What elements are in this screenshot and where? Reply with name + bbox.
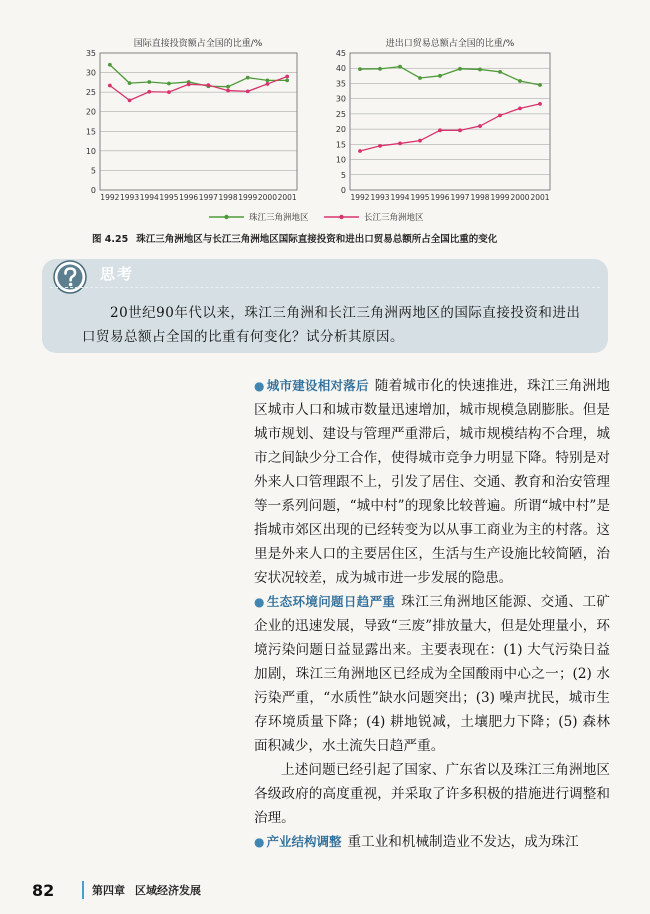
- data-point: [187, 82, 191, 86]
- data-point: [285, 79, 289, 83]
- think-question: [82, 301, 592, 349]
- data-point: [108, 84, 112, 88]
- data-point: [518, 107, 522, 111]
- main-text: [254, 374, 610, 854]
- data-point: [358, 67, 362, 71]
- data-point: [458, 67, 462, 71]
- chart-right-title: 进出口贸易总额占全国的比重/%: [385, 39, 515, 49]
- figure-charts: [0, 0, 650, 230]
- y-tick-label: 10: [335, 155, 346, 165]
- x-tick-label: 1995: [159, 193, 179, 202]
- x-tick-label: 1992: [350, 193, 370, 202]
- y-tick-label: 0: [90, 186, 96, 195]
- data-point: [128, 81, 132, 85]
- data-point: [458, 128, 462, 132]
- series-line: [110, 65, 287, 87]
- paragraph-urban-construction: [254, 374, 610, 590]
- x-tick-label: 1993: [370, 193, 390, 202]
- data-point: [246, 76, 250, 80]
- bullet-icon: ●: [254, 595, 265, 609]
- chapter-label: 第四章: [92, 884, 125, 897]
- figure-caption: [92, 231, 612, 245]
- paragraph-heading: 生态环境问题日趋严重: [266, 594, 396, 609]
- y-tick-label: 25: [335, 109, 346, 119]
- y-tick-label: 40: [335, 64, 346, 74]
- data-point: [498, 70, 502, 74]
- data-point: [438, 74, 442, 78]
- paragraph-heading: 城市建设相对落后: [266, 378, 369, 393]
- x-tick-label: 1995: [410, 193, 430, 202]
- legend-pearl-label: 珠江三角洲地区: [249, 213, 309, 223]
- data-point: [147, 80, 151, 84]
- y-tick-label: 15: [85, 127, 96, 137]
- paragraph-government-response: [254, 758, 610, 830]
- y-tick-label: 0: [340, 186, 346, 195]
- y-tick-label: 5: [90, 166, 96, 176]
- data-point: [538, 102, 542, 106]
- data-point: [147, 90, 151, 94]
- footer-divider: [82, 881, 84, 899]
- data-point: [128, 98, 132, 102]
- x-tick-label: 2001: [530, 193, 550, 202]
- x-tick-label: 1997: [450, 193, 470, 202]
- series-line: [360, 67, 540, 85]
- x-tick-label: 2001: [277, 193, 297, 202]
- data-point: [478, 68, 482, 72]
- y-tick-label: 35: [85, 49, 96, 58]
- data-point: [266, 82, 270, 86]
- data-point: [418, 139, 422, 143]
- bullet-icon: ●: [254, 835, 265, 849]
- data-point: [226, 89, 230, 93]
- data-point: [167, 82, 171, 86]
- data-point: [518, 79, 522, 83]
- data-point: [538, 83, 542, 87]
- section-label: 区域经济发展: [135, 884, 201, 897]
- y-tick-label: 15: [335, 140, 346, 150]
- page-number: 82: [32, 880, 55, 900]
- legend-yangtze-marker: [339, 215, 343, 219]
- page-footer: [20, 880, 201, 900]
- chart-legend: [209, 212, 424, 223]
- y-tick-label: 20: [335, 125, 346, 135]
- legend-pearl-marker: [224, 215, 228, 219]
- data-point: [398, 65, 402, 69]
- figure-number: 图 4.25: [92, 234, 129, 245]
- think-question-text: 20世纪90年代以来，珠江三角洲和长江三角洲两地区的国际直接投资和进出口贸易总额占全国的比重有何变化？试分析其原因。: [82, 305, 581, 345]
- y-tick-label: 5: [340, 170, 346, 180]
- chart-left-title: 国际直接投资额占全国的比重/%: [133, 39, 263, 49]
- data-point: [498, 114, 502, 118]
- y-tick-label: 35: [335, 79, 346, 89]
- y-tick-label: 25: [85, 88, 96, 98]
- paragraph-text: 随着城市化的快速推进，珠江三角洲地区城市人口和城市数量迅速增加，城市规模急剧膨胀。但是城市规划、建设与管理严重滞后，城市规模结构不合理，城市之间缺少分工合作，使得城市竞争力明显下降。特别是对外来人口管理跟不上，引发了居住、交通、教育和治安管理等一系列问题，“城中村”的现象比较普遍。所谓“城中村”是指城市郊区出现的已经转变为以从事工商业为主的村落。这里是外来人口的主要居住区，生活与生产设施比较简陋，治安状况较差，成为城市进一步发展的隐患。: [254, 378, 610, 586]
- data-point: [378, 67, 382, 71]
- y-tick-label: 20: [85, 107, 96, 117]
- bullet-icon: ●: [254, 379, 265, 393]
- paragraph-text: 上述问题已经引起了国家、广东省以及珠江三角洲地区各级政府的高度重视，并采取了许多积极的措施进行调整和治理。: [254, 762, 610, 826]
- series-line: [360, 104, 540, 151]
- chart-left-frame: [100, 53, 297, 190]
- question-mark-icon: [52, 260, 90, 294]
- x-tick-label: 1997: [198, 193, 218, 202]
- x-tick-label: 1998: [470, 193, 490, 202]
- think-title: 思考: [100, 265, 135, 283]
- data-point: [418, 76, 422, 80]
- x-tick-label: 1999: [490, 193, 510, 202]
- chart-right-frame: [350, 53, 550, 190]
- x-tick-label: 1994: [139, 193, 159, 202]
- x-tick-label: 1993: [120, 193, 140, 202]
- paragraph-ecology: [254, 590, 610, 758]
- x-tick-label: 1998: [218, 193, 238, 202]
- data-point: [378, 144, 382, 148]
- y-tick-label: 30: [335, 94, 346, 104]
- paragraph-text: 重工业和机械制造业不发达，成为珠江: [347, 834, 579, 850]
- data-point: [246, 89, 250, 93]
- paragraph-industrial-structure: [254, 830, 610, 854]
- data-point: [167, 90, 171, 94]
- paragraph-heading: 产业结构调整: [266, 834, 342, 849]
- data-point: [438, 128, 442, 132]
- x-tick-label: 2000: [510, 193, 530, 202]
- legend-yangtze-label: 长江三角洲地区: [364, 213, 424, 223]
- x-tick-label: 2000: [257, 193, 277, 202]
- x-tick-label: 1996: [430, 193, 450, 202]
- x-tick-label: 1992: [100, 193, 120, 202]
- paragraph-text: 珠江三角洲地区能源、交通、工矿企业的迅速发展，导致“三废”排放量大，但是处理量小，环境污染问题日益显露出来。主要表现在：(1) 大气污染日益加剧，珠江三角洲地区已经成为全国酸雨中心之一；(2) 水污染严重，“水质性”缺水问题突出；(3) 噪声扰民，城市生存环境质量下降；(4) 耕地锐减，土壤肥力下降；(5) 森林面积减少，水土流失日趋严重。: [254, 594, 610, 754]
- data-point: [358, 149, 362, 153]
- y-tick-label: 45: [335, 49, 346, 58]
- y-tick-label: 10: [85, 146, 96, 156]
- data-point: [285, 75, 289, 79]
- data-point: [206, 83, 210, 87]
- data-point: [478, 124, 482, 128]
- data-point: [226, 85, 230, 89]
- figure-caption-text: 珠江三角洲地区与长江三角洲地区国际直接投资和进出口贸易总额所占全国比重的变化: [136, 234, 498, 245]
- data-point: [398, 142, 402, 146]
- think-box: [42, 259, 608, 353]
- y-tick-label: 30: [85, 68, 96, 78]
- x-tick-label: 1994: [390, 193, 410, 202]
- data-point: [266, 79, 270, 83]
- data-point: [108, 63, 112, 67]
- x-tick-label: 1996: [179, 193, 199, 202]
- x-tick-label: 1999: [238, 193, 258, 202]
